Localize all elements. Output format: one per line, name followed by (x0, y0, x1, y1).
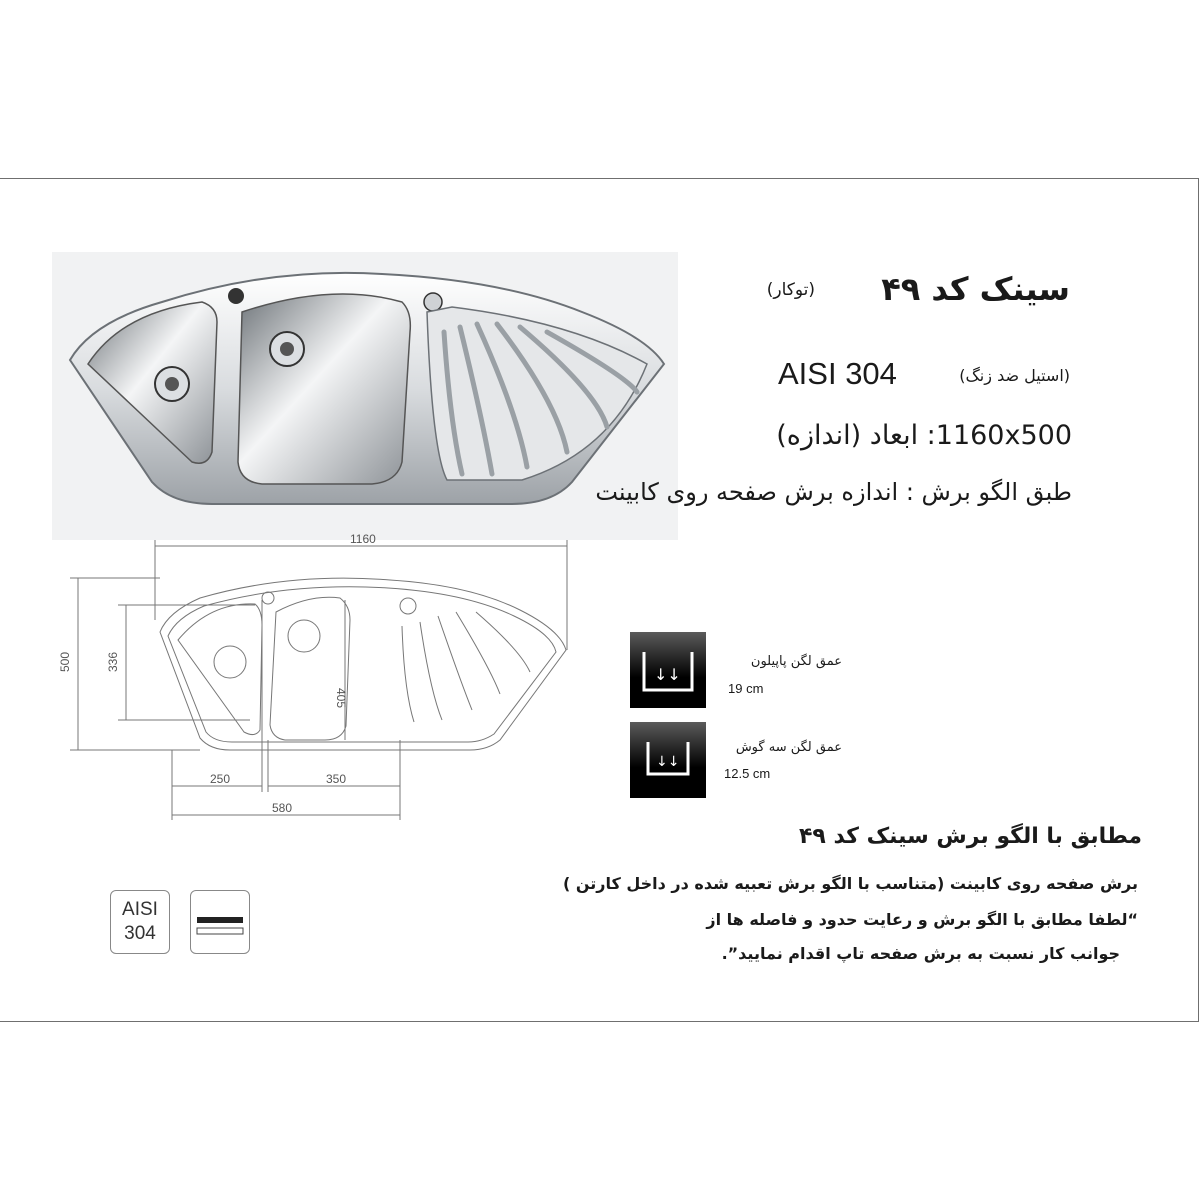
triangle-bowl-depth-value: 12.5 cm (724, 766, 771, 781)
svg-text:↓↓: ↓↓ (654, 665, 681, 684)
dim-bowls-total: 580 (272, 801, 293, 815)
aisi-badge-line-2: 304 (124, 923, 156, 944)
surface-finish-icon (190, 890, 250, 954)
deep-bowl-depth-value: 19 cm (728, 681, 764, 696)
svg-text:↓↓: ↓↓ (656, 754, 680, 770)
material-label: (استیل ضد زنگ) (959, 366, 1070, 385)
triangle-bowl-depth-label: عمق لگن سه گوش (735, 740, 842, 755)
product-install-type: (توکار) (766, 280, 815, 300)
instructions-title: مطابق با الگو برش سینک کد ۴۹ (798, 824, 1142, 849)
product-title: سینک کد ۴۹ (881, 270, 1070, 308)
dim-height: 500 (58, 651, 72, 672)
cut-note: طبق الگو برش : اندازه برش صفحه روی کابینت (595, 478, 1072, 506)
product-dimensions: 1160x500: ابعاد (اندازه) (776, 420, 1072, 451)
dim-small-bowl-width: 250 (210, 772, 231, 786)
dim-total-width: 1160 (350, 532, 376, 546)
dim-large-bowl-width: 350 (326, 772, 347, 786)
deep-bowl-depth-label: عمق لگن پاپیلون (750, 654, 842, 669)
sink-photo-illustration (52, 252, 678, 540)
instructions-line-2: “لطفا مطابق با الگو برش و رعایت حدود و فاصله ها از (706, 910, 1138, 929)
aisi-304-badge (110, 890, 170, 954)
instructions-line-3: جوانب کار نسبت به برش صفحه تاپ اقدام نمایید”. (721, 944, 1120, 963)
instructions-line-1: برش صفحه روی کابینت (متناسب با الگو برش تعبیه شده در داخل کارتن ) (562, 874, 1138, 893)
aisi-badge-line-1: AISI (122, 899, 158, 920)
triangle-bowl-depth-icon (630, 722, 706, 798)
dim-large-bowl-height: 405 (334, 688, 348, 709)
sink-product-photo (52, 252, 678, 540)
dim-small-bowl-height: 336 (106, 651, 120, 672)
deep-bowl-depth-icon (630, 632, 706, 708)
material-grade: AISI 304 (778, 356, 897, 391)
